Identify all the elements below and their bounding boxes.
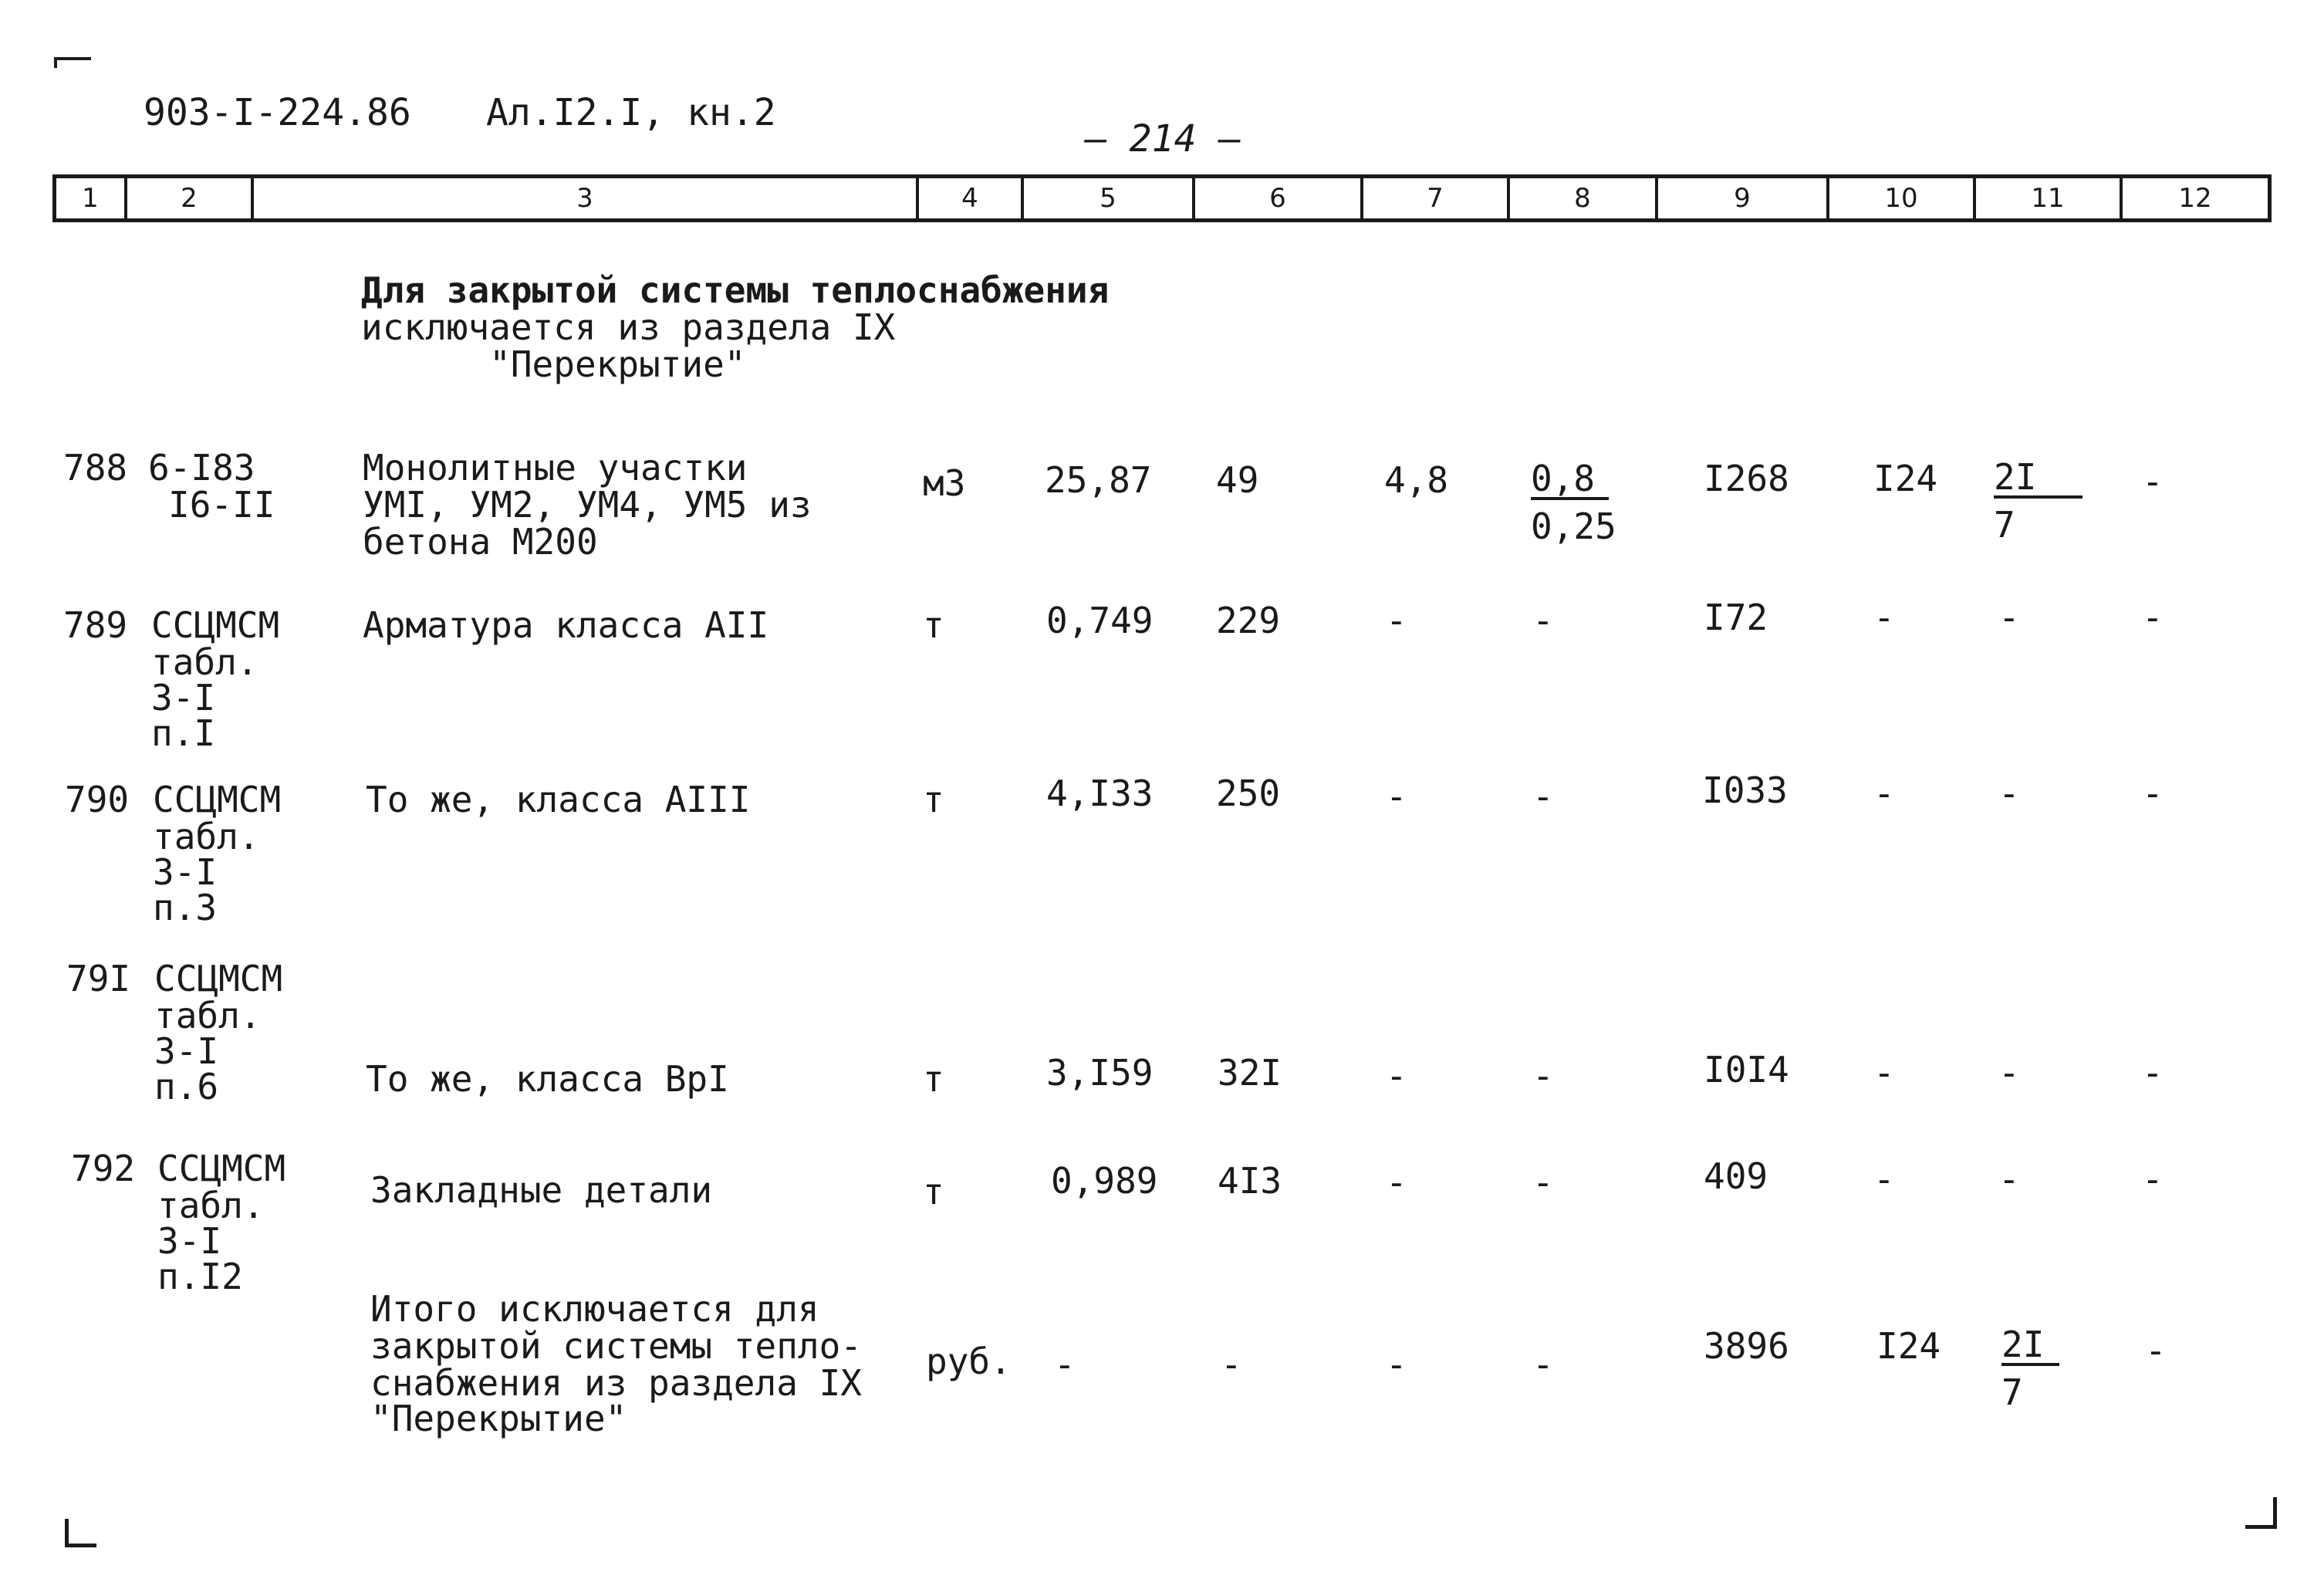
row-number: 788 (63, 447, 128, 489)
column-10-value: I24 (1876, 1325, 1941, 1367)
column-header: 9 (1655, 178, 1826, 218)
column-header: 7 (1360, 178, 1507, 218)
column-header: 10 (1826, 178, 1973, 218)
unit-cost: 4I3 (1218, 1160, 1282, 1202)
unit-cost: - (1221, 1344, 1242, 1385)
quantity: 0,749 (1046, 600, 1154, 641)
unit-cost: 250 (1216, 773, 1281, 814)
item-description-line: бетона М200 (363, 521, 598, 563)
total-description-line: закрытой системы тепло- (370, 1325, 862, 1367)
column-10-value: - (1873, 597, 1895, 638)
unit: т (923, 779, 944, 820)
norm-code-line: ССЦМСМ (157, 1148, 286, 1189)
fraction-numerator: 2I (1994, 458, 2082, 499)
column-8-value: - (1532, 600, 1554, 641)
column-header: 1 (82, 183, 99, 214)
column-header: 8 (1507, 178, 1655, 218)
norm-code-line: 6-I83 (148, 447, 255, 489)
norm-code-line: 3-I (157, 1220, 222, 1262)
document-code: 903-I-224.86 (144, 91, 411, 134)
column-8-value: - (1532, 776, 1554, 817)
item-description-line: То же, класса ВрI (366, 1058, 729, 1100)
norm-code-line: п.I (151, 712, 216, 754)
column-11-value: - (1998, 773, 2020, 814)
unit: т (923, 1171, 944, 1212)
quantity: 25,87 (1045, 459, 1152, 501)
norm-code-line: I6-II (168, 484, 275, 526)
row-number: 79I (66, 958, 131, 999)
corner-mark-top-left (54, 57, 91, 68)
column-12-value: - (2142, 597, 2164, 638)
column-12-value: - (2142, 1158, 2164, 1200)
unit-cost: 229 (1216, 600, 1281, 641)
unit: м3 (923, 462, 966, 504)
norm-code-line: табл. (151, 641, 258, 683)
item-description-line: Арматура класса АII (363, 604, 769, 646)
column-header: 11 (1973, 178, 2120, 218)
norm-code-line: табл. (154, 995, 262, 1036)
column-header: 4 (916, 178, 1021, 218)
column-7-value: - (1386, 1344, 1407, 1385)
corner-mark-bottom-left (65, 1519, 96, 1547)
fraction-denominator: 0,25 (1531, 506, 1616, 547)
fraction-denominator: 7 (2001, 1371, 2023, 1413)
norm-code-line: ССЦМСМ (154, 958, 283, 999)
item-description-line: Монолитные участки (363, 447, 748, 489)
row-number: 790 (65, 779, 130, 820)
column-10-value: - (1873, 1158, 1895, 1200)
fraction-denominator: 7 (1994, 504, 2015, 546)
quantity: - (1054, 1344, 1076, 1385)
total-cost: I268 (1704, 458, 1789, 499)
unit-cost: 49 (1216, 459, 1259, 501)
column-7-value: - (1386, 600, 1407, 641)
total-cost: 3896 (1704, 1325, 1789, 1367)
quantity: 0,989 (1051, 1160, 1158, 1202)
column-7-value: - (1386, 776, 1407, 817)
item-description-line: То же, класса АIII (366, 779, 751, 820)
column-11-fraction (2001, 1326, 2059, 1411)
quantity: 3,I59 (1046, 1052, 1154, 1094)
column-11-value: - (1998, 1158, 2020, 1200)
column-8-value: - (1532, 1055, 1554, 1097)
column-header: 2 (124, 178, 251, 218)
album-reference: Ал.I2.I, кн.2 (486, 91, 776, 134)
column-12-value: - (2142, 1052, 2164, 1094)
norm-code-line: п.I2 (157, 1256, 243, 1297)
column-11-fraction (1994, 456, 2082, 546)
unit-cost: 32I (1218, 1052, 1282, 1094)
unit: руб. (926, 1341, 1012, 1382)
column-12-value: - (2145, 1330, 2167, 1371)
norm-code-line: 3-I (153, 851, 218, 893)
norm-code-line: 3-I (154, 1030, 219, 1072)
column-10-value: - (1873, 1052, 1895, 1094)
column-8-value: - (1532, 1161, 1554, 1203)
column-7-value: 4,8 (1384, 459, 1449, 501)
section-note-line: исключается из раздела IX (361, 306, 896, 348)
total-description-line: Итого исключается для (370, 1288, 819, 1330)
row-number: 789 (63, 604, 128, 646)
column-header-row (52, 174, 2272, 222)
section-note-line: "Перекрытие" (361, 343, 746, 385)
norm-code-line: 3-I (151, 677, 216, 719)
item-description-line: Закладные детали (370, 1169, 713, 1211)
item-description-line: УМI, УМ2, УМ4, УМ5 из (363, 484, 812, 526)
column-11-value: - (1998, 597, 2020, 638)
row-number: 792 (71, 1148, 136, 1189)
column-10-value: - (1873, 773, 1895, 814)
total-description-line: "Перекрытие" (370, 1398, 627, 1439)
quantity: 4,I33 (1046, 773, 1154, 814)
corner-mark-bottom-right (2245, 1497, 2277, 1529)
column-12-value: - (2142, 773, 2164, 814)
column-11-value: - (1998, 1052, 2020, 1094)
fraction-numerator: 0,8 (1531, 460, 1609, 500)
norm-code-line: табл. (157, 1185, 265, 1226)
unit: т (923, 1058, 944, 1100)
column-header: 12 (2120, 178, 2268, 218)
total-cost: I72 (1704, 597, 1768, 638)
column-header: 3 (251, 178, 916, 218)
norm-code-line: ССЦМСМ (151, 604, 280, 646)
norm-code-line: п.6 (154, 1066, 219, 1107)
unit: т (923, 604, 944, 646)
fraction-numerator: 2I (2001, 1326, 2059, 1366)
column-8-value: - (1532, 1344, 1554, 1385)
section-note-line: Для закрытой системы теплоснабжения (361, 269, 1110, 311)
total-cost: I033 (1702, 769, 1788, 811)
total-cost: 409 (1704, 1155, 1768, 1197)
total-cost: I0I4 (1704, 1049, 1789, 1090)
column-header: 6 (1192, 178, 1360, 218)
norm-code-line: табл. (153, 816, 260, 857)
norm-code-line: п.3 (153, 887, 218, 928)
column-12-value: - (2142, 461, 2164, 502)
page-number: — 214 — (1085, 117, 1241, 161)
column-header: 5 (1021, 178, 1192, 218)
column-7-value: - (1386, 1055, 1407, 1097)
norm-code-line: ССЦМСМ (153, 779, 282, 820)
column-10-value: I24 (1873, 458, 1938, 499)
column-7-value: - (1386, 1161, 1407, 1203)
column-8-fraction (1531, 460, 1616, 545)
total-description-line: снабжения из раздела IX (370, 1362, 862, 1404)
